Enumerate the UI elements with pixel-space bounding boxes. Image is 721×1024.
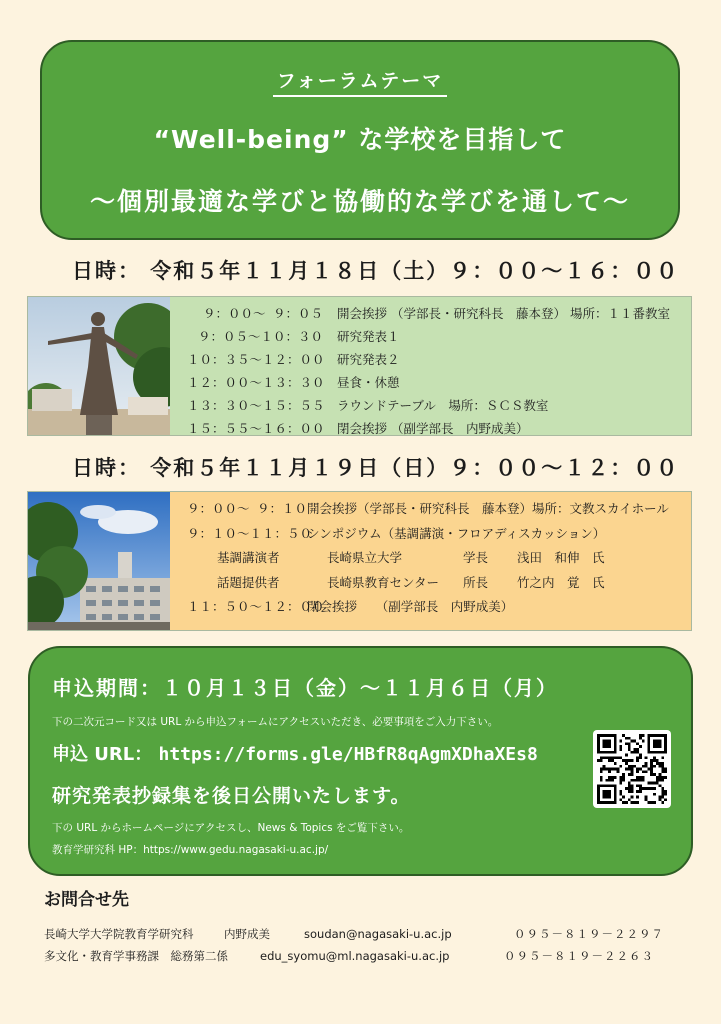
schedule-row: ９：１０～１１：５０ シンポジウム（基調講演・フロアディスカッション） (187, 525, 606, 541)
application-url (52, 740, 538, 766)
theme-label: フォーラムテーマ (273, 70, 447, 97)
theme-title: “Well-being” な学校を目指して (153, 125, 567, 154)
publication-notice: 研究発表抄録集を後日公開いたします。 (52, 785, 411, 807)
theme-box (40, 40, 680, 240)
schedule-row: １３：３０～１５：５５ ラウンドテーブル 場所：ＳＣＳ教室 (187, 397, 549, 413)
statue-photo (28, 297, 170, 435)
schedule-row: ９：００～ ９：０５ 開会挨拶 （学部長・研究科長 藤本登） 場所：１１番教室 (202, 305, 670, 321)
form-link[interactable]: https://forms.gle/HBfR8qAgmXDhaXEs8 (158, 744, 538, 765)
day2-date: 日時： 令和５年１１月１９日（日）９：００～１２：００ (72, 456, 680, 480)
day1-schedule (27, 296, 692, 436)
application-box (28, 646, 693, 876)
schedule-row: ９：０５～１０：３０ 研究発表１ (197, 328, 400, 344)
url-label: 申込 URL： (52, 744, 153, 765)
day1-rows (171, 297, 691, 435)
homepage-link[interactable]: 教育学研究科 HP：https://www.gedu.nagasaki-u.ac.jp/ (52, 844, 329, 856)
schedule-row: ９：００～ ９：１０ 開会挨拶（学部長・研究科長 藤本登）場所：文教スカイホール (187, 501, 669, 517)
speaker-row: 基調講演者 長崎県立大学 学長 浅田 和伸 氏 (217, 550, 605, 566)
qr-code-icon[interactable] (593, 730, 671, 808)
contact-row: 長崎大学大学院教育学研究科 内野成美 soudan@nagasaki-u.ac.jp ０９５－８１９－２２９７ (44, 927, 664, 941)
day1-date: 日時： 令和５年１１月１８日（土）９：００～１６：００ (72, 259, 680, 283)
homepage-note: 下の URL からホームページにアクセスし、News & Topics をご覧下さい。 (52, 822, 410, 834)
contact-email[interactable]: edu_syomu@ml.nagasaki-u.ac.jp (260, 949, 450, 963)
application-period: 申込期間：１０月１３日（金）～１１月６日（月） (52, 676, 558, 700)
day2-schedule (27, 491, 692, 631)
application-note: 下の二次元コード又は URL から申込フォームにアクセスいただき、必要事項をご入力下さい。 (52, 716, 499, 728)
theme-subtitle: ～個別最適な学びと協働的な学びを通して～ (89, 187, 630, 216)
contact-title: お問合せ先 (44, 890, 129, 910)
building-photo (28, 492, 170, 630)
schedule-row: １１：５０～１２：００ 閉会挨拶 （副学部長 内野成美） (187, 599, 514, 615)
schedule-row: １２：００～１３：３０ 昼食・休憩 (187, 374, 400, 390)
contact-row: 多文化・教育学事務課 総務第二係 edu_syomu@ml.nagasaki-u.ac.jp ０９５－８１９－２２６３ (44, 949, 654, 963)
schedule-row: １５：５５～１６：００ 閉会挨拶 （副学部長 内野成美） (187, 420, 529, 436)
contact-email[interactable]: soudan@nagasaki-u.ac.jp (304, 927, 452, 941)
schedule-row: １０：３５～１２：００ 研究発表２ (187, 351, 400, 367)
speaker-row: 話題提供者 長崎県教育センター 所長 竹之内 覚 氏 (217, 574, 605, 590)
day2-rows (171, 492, 691, 630)
